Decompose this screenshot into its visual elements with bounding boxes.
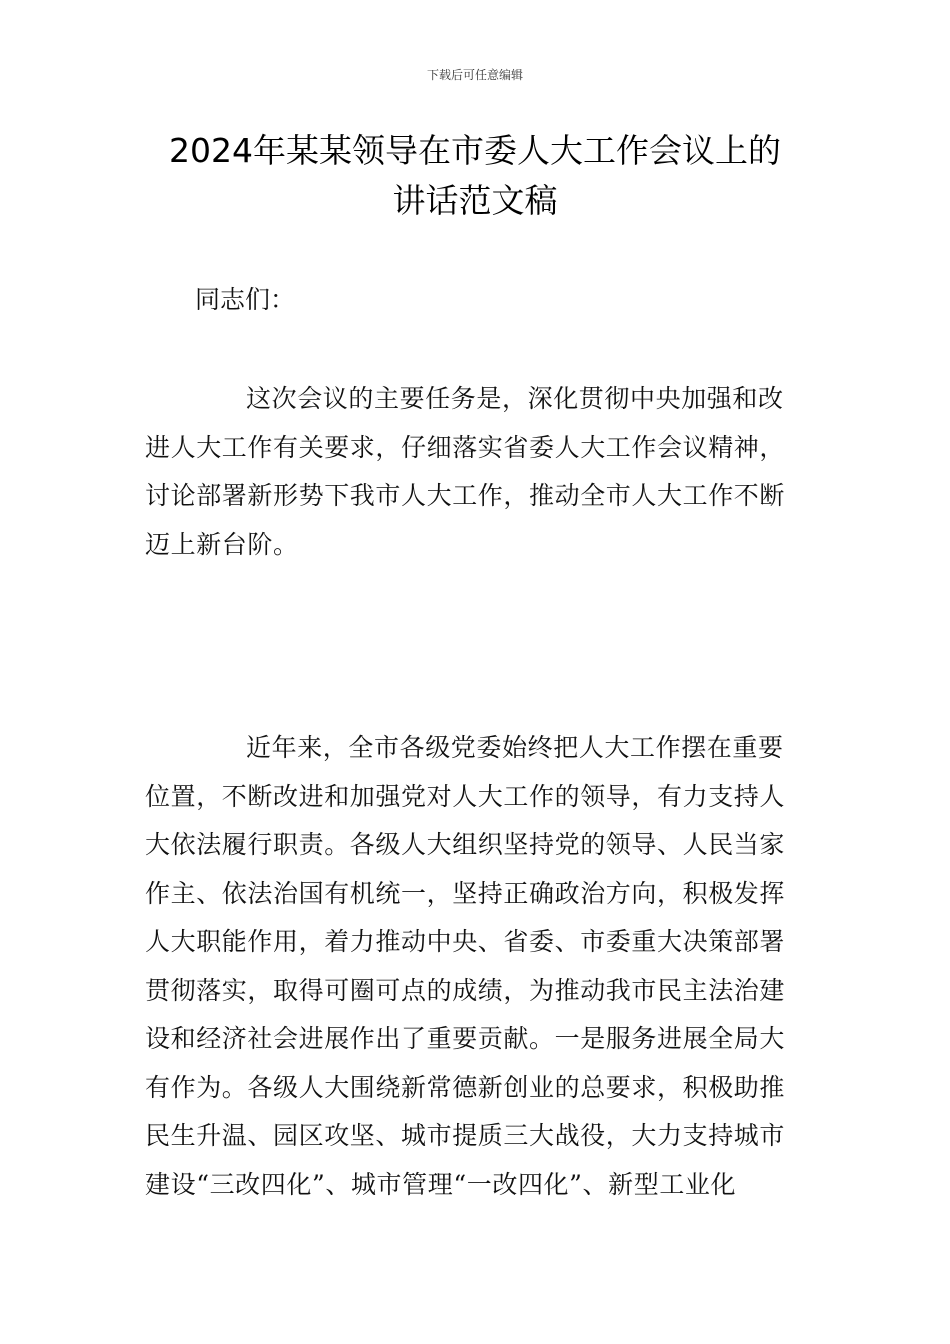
paragraph-line: 设和经济社会进展作出了重要贡献。一是服务进展全局大: [145, 1024, 786, 1053]
paragraph-line: 近年来，全市各级党委始终把人大工作摆在重要: [246, 733, 784, 762]
title-line-1: 2024年某某领导在市委人大工作会议上的: [169, 131, 781, 170]
paragraph-line: 这次会议的主要任务是，深化贯彻中央加强和改: [246, 384, 784, 413]
paragraph-line: 人大职能作用，着力推动中央、省委、市委重大决策部署: [145, 927, 786, 956]
paragraph-1: [145, 375, 810, 569]
paragraph-2: [145, 724, 810, 1209]
paragraph-line: 迈上新台阶。: [145, 529, 299, 559]
header-note: 下载后可任意编辑: [426, 68, 523, 82]
paragraph-line: 建设“三改四化”、城市管理“一改四化”、新型工业化: [145, 1169, 737, 1199]
paragraph-line: 贯彻落实，取得可圈可点的成绩，为推动我市民主法治建: [145, 975, 786, 1005]
paragraph-line: 民生升温、园区攻坚、城市提质三大战役，大力支持城市: [145, 1121, 786, 1150]
paragraph-line: 进人大工作有关要求，仔细落实省委人大工作会议精神，: [145, 432, 786, 462]
paragraph-line: 大依法履行职责。各级人大组织坚持党的领导、人民当家: [145, 830, 786, 859]
salutation: 同志们：: [195, 285, 296, 314]
paragraph-line: 有作为。各级人大围绕新常德新创业的总要求，积极助推: [145, 1072, 786, 1102]
paragraph-line: 作主、依法治国有机统一，坚持正确政治方向，积极发挥: [145, 878, 786, 908]
title-line-2: 讲话范文稿: [392, 181, 558, 220]
paragraph-line: 讨论部署新形势下我市人大工作，推动全市人大工作不断: [145, 481, 786, 510]
document-title: [100, 126, 850, 226]
paragraph-line: 位置，不断改进和加强党对人大工作的领导，有力支持人: [145, 781, 786, 811]
